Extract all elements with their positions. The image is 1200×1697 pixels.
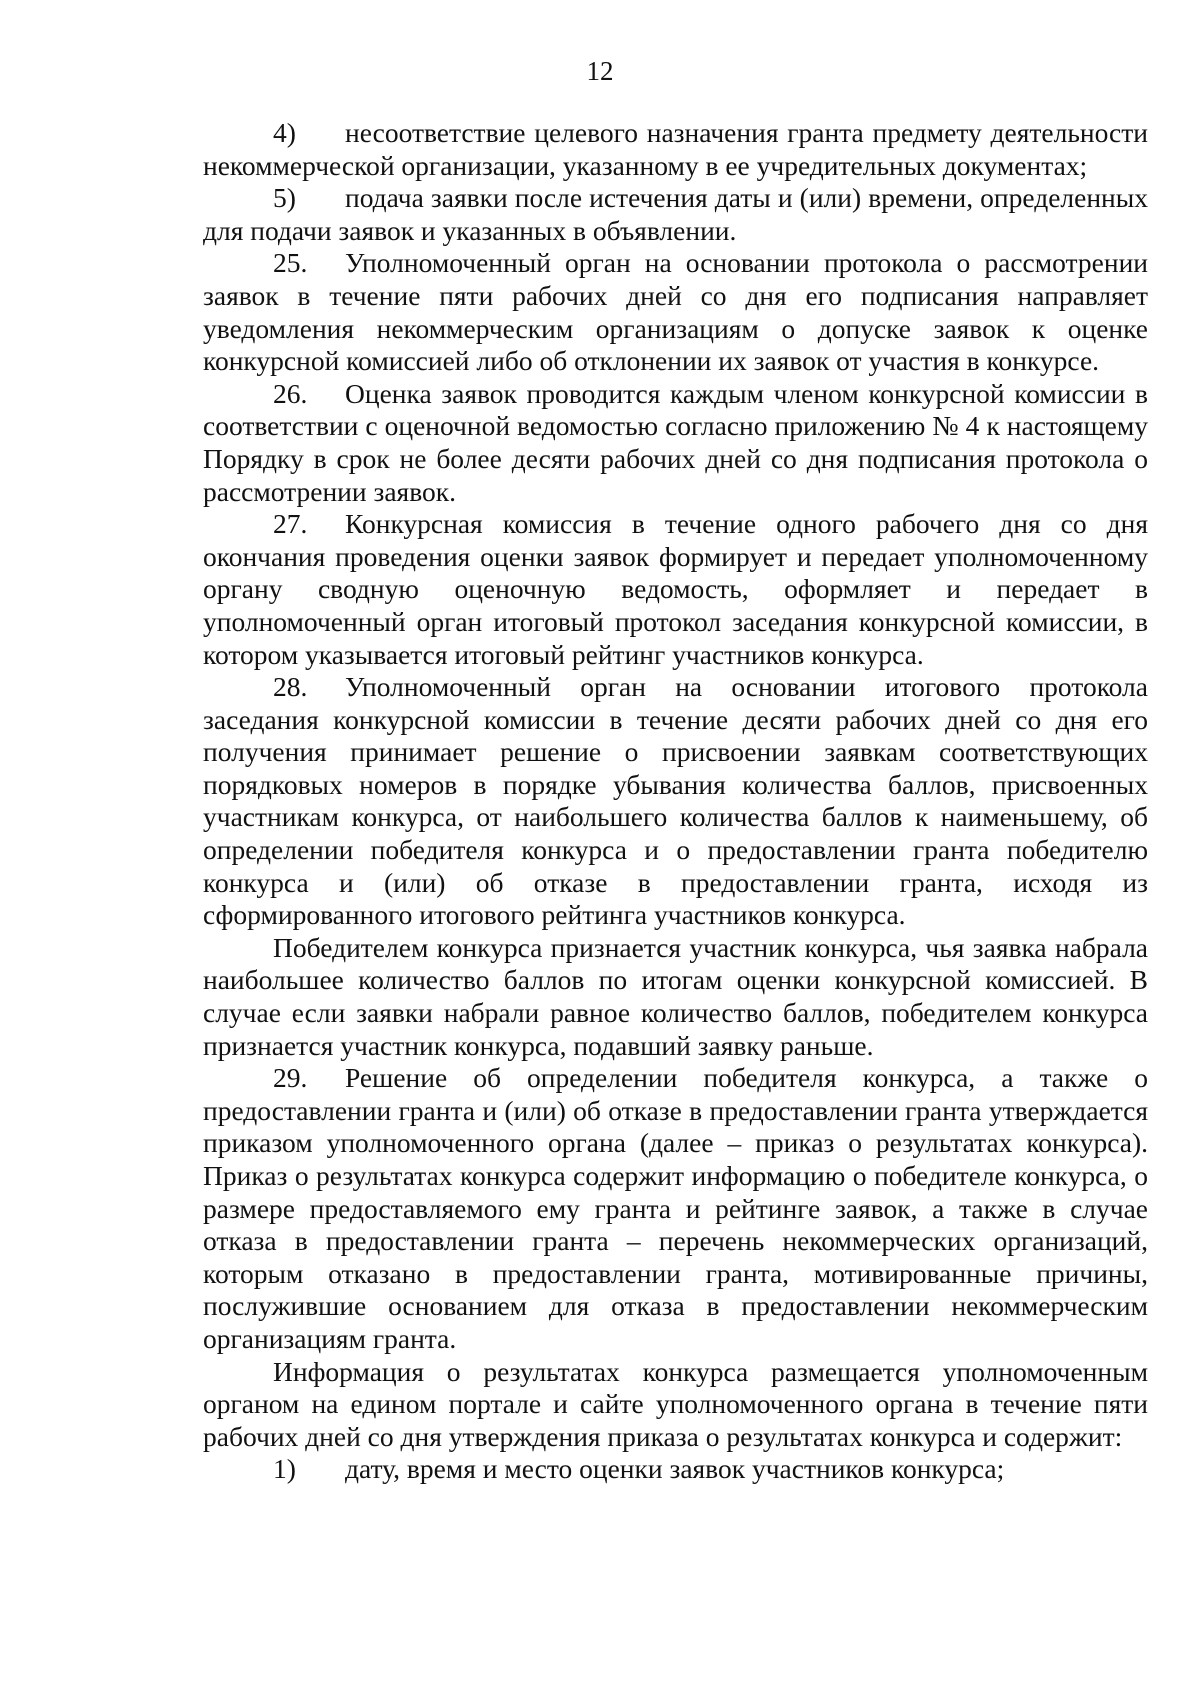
list-item-5 xyxy=(203,182,1148,247)
clause-28 xyxy=(203,671,1148,932)
list-item-1 xyxy=(203,1453,1148,1486)
page-number: 12 xyxy=(586,56,614,86)
paragraph-text: Решение об определении победителя конкурса, а также о предоставлении гранта и (или) об отказе в предоставлении гранта утверждается приказом уполномоченного органа (далее – приказ о результатах конкурса). Приказ о результатах конкурса содержит информацию о победителе конкурса, о размере предоставляемого ему гранта и рейтинге заявок, а также в случае отказа в предоставлении гранта – перечень некоммерческих организаций, которым отказано в предоставлении гранта, мотивированные причины, послужившие основанием для отказа в предоставлении некоммерческим организациям гранта. xyxy=(203,1062,1148,1354)
clause-27 xyxy=(203,508,1148,671)
paragraph-text: дату, время и место оценки заявок участников конкурса; xyxy=(345,1453,1005,1485)
clause-number: 27. xyxy=(273,508,308,540)
paragraph-text: Уполномоченный орган на основании протокола о рассмотрении заявок в течение пяти рабочих дней со дня его подписания направляет уведомления некоммерческим организациям о допуске заявок к оценке конкурсной комиссией либо об отклонении их заявок от участия в конкурсе. xyxy=(203,247,1148,377)
winner-paragraph xyxy=(203,932,1148,1062)
clause-number: 26. xyxy=(273,377,308,409)
results-info-paragraph xyxy=(203,1356,1148,1454)
paragraph-text: Уполномоченный орган на основании итогового протокола заседания конкурсной комиссии в течение десяти рабочих дней со дня его получения принимает решение о присвоении заявкам соответствующих порядковых номеров в порядке убывания количества баллов, присвоенных участникам конкурса, от наибольшего количества баллов к наименьшему, об определении победителя конкурса и о предоставлении гранта победителю конкурса и (или) об отказе в предоставлении гранта, исходя из сформированного итогового рейтинга участников конкурса. xyxy=(203,671,1148,931)
paragraph-text: Победителем конкурса признается участник конкурса, чья заявка набрала наибольшее количество баллов по итогам оценки конкурсной комиссией. В случае если заявки набрали равное количество баллов, победителем конкурса признается участник конкурса, подавший заявку раньше. xyxy=(203,931,1148,1061)
list-item-4 xyxy=(203,117,1148,182)
paragraph-text: Информация о результатах конкурса размещается уполномоченным органом на едином портале и сайте уполномоченного органа в течение пяти рабочих дней со дня утверждения приказа о результатах конкурса и содержит: xyxy=(203,1355,1148,1452)
item-number: 4) xyxy=(273,117,296,148)
paragraph-text: подача заявки после истечения даты и (или) времени, определенных для подачи заявок и указанных в объявлении. xyxy=(203,182,1148,246)
clause-number: 25. xyxy=(273,247,308,279)
document-body xyxy=(203,117,1148,1486)
clause-number: 29. xyxy=(273,1062,308,1094)
item-number: 1) xyxy=(273,1453,296,1485)
paragraph-text: Конкурсная комиссия в течение одного рабочего дня со дня окончания проведения оценки заявок формирует и передает уполномоченному органу сводную оценочную ведомость, оформляет и передает в уполномоченный орган итоговый протокол заседания конкурсной комиссии, в котором указывается итоговый рейтинг участников конкурса. xyxy=(203,508,1148,670)
clause-25 xyxy=(203,247,1148,377)
clause-number: 28. xyxy=(273,671,308,703)
clause-29 xyxy=(203,1062,1148,1355)
item-number: 5) xyxy=(273,182,296,214)
paragraph-text: несоответствие целевого назначения гранта предмету деятельности некоммерческой организации, указанному в ее учредительных документах; xyxy=(203,117,1148,181)
paragraph-text: Оценка заявок проводится каждым членом конкурсной комиссии в соответствии с оценочной ведомостью согласно приложению № 4 к настоящему Порядку в срок не более десяти рабочих дней со дня подписания протокола о рассмотрении заявок. xyxy=(203,377,1148,507)
clause-26 xyxy=(203,378,1148,508)
